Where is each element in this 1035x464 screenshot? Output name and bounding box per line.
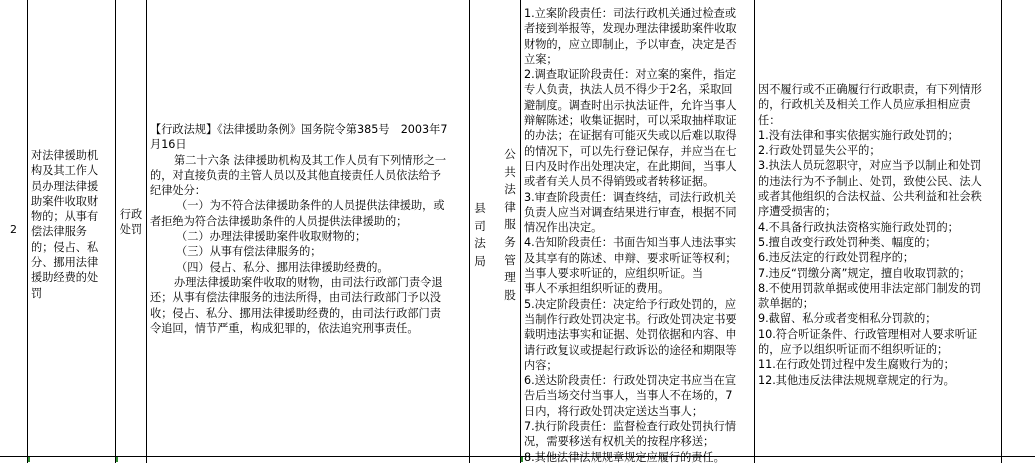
duty-line: 请行政复议或提起行政诉讼的途径和期限等 <box>524 343 737 357</box>
basis-tail-line: 收；侵占、私分、挪用法律援助经费的，由司法行政部门责 <box>150 306 441 320</box>
basis-tail-line: 令追回，情节严重，构成犯罪的，依法追究刑事责任。 <box>150 321 419 335</box>
department-group <box>470 147 520 304</box>
accountability-line: 2.行政处罚显失公平的； <box>758 144 881 158</box>
duty-cell[interactable] <box>521 0 755 463</box>
basis-article-line: 第二十六条 法律援助机构及其工作人员有下列情形之一 <box>174 153 447 167</box>
accountability-line: 12.其他违反法律法规规章规定的行为。 <box>758 373 955 387</box>
accountability-line: 款单据的； <box>758 297 814 311</box>
duty-line: 的办法；在证据有可能灭失或以后难以取得 <box>524 129 737 143</box>
duty-line: 当制作行政处罚决定书。行政处罚决定书要 <box>524 312 737 326</box>
department-cell[interactable] <box>470 0 521 463</box>
office-char: 律 <box>504 199 516 214</box>
accountability-line: 9.截留、私分或者变相私分罚款的； <box>758 312 937 326</box>
duty-line: 3.审查阶段责任：调查终结，司法行政机关 <box>524 190 737 204</box>
office-char: 理 <box>504 270 516 285</box>
duty-line: 当事人要求听证的，应组织听证。当 <box>524 267 704 281</box>
accountability-line: 5.擅自改变行政处罚种类、幅度的； <box>758 235 937 249</box>
office-char: 股 <box>504 287 516 302</box>
duty-line: 5.决定阶段责任：决定给予行政处罚的，应 <box>524 297 737 311</box>
office-char: 服 <box>504 217 516 232</box>
accountability-line: 11.在行政处罚过程中发生腐败行为的； <box>758 358 955 372</box>
accountability-line: 4.不具备行政执法资格实施行政处罚的； <box>758 220 959 234</box>
duty-line: 2.调查取证阶段责任：对立案的案件，指定 <box>524 68 737 82</box>
basis-tail-line: 还；从事有偿法律服务的违法所得，由司法行政部门予以没 <box>150 291 441 305</box>
duty-text <box>521 6 754 463</box>
duty-line: 内容； <box>524 358 558 372</box>
accountability-cell[interactable] <box>755 0 1002 463</box>
cell-marker <box>116 457 118 462</box>
duty-line: 日内及时作出处理决定，在此期间，当事人 <box>524 159 737 173</box>
item-name-line: 对法律援助机 <box>31 149 99 162</box>
duty-line: 或者有关人员不得销毁或者转移证据。 <box>524 175 715 189</box>
item-name-line: 援助经费的处 <box>31 271 99 285</box>
office-char: 公 <box>504 147 516 161</box>
basis-item-line: （二）办理法律援助案件收取财物的； <box>176 230 367 244</box>
basis-item-line: （一）为不符合法律援助条件的人员提供法律援助，或 <box>176 199 445 213</box>
item-name-line: 罚 <box>31 286 43 300</box>
index-cell[interactable] <box>0 0 28 463</box>
duty-line: 况，需要移送有权机关的按程序移送； <box>524 435 715 449</box>
department-char: 局 <box>474 253 486 268</box>
accountability-line: 3.执法人员玩忽职守，对应当予以制止和处罚 <box>758 159 982 173</box>
item-name-line: 物的；从事有 <box>31 210 99 224</box>
duty-line: 专人负责，执法人员不得少于2名，采取回 <box>524 83 733 97</box>
legal-basis-cell[interactable] <box>147 0 470 463</box>
office-name <box>503 146 517 304</box>
duty-line: 6.送达阶段责任：行政处罚决定书应当在宣 <box>524 374 737 388</box>
power-category <box>116 207 146 238</box>
cell-marker <box>28 457 30 462</box>
office-char: 共 <box>504 164 516 179</box>
power-category-line: 行政 <box>119 208 143 221</box>
item-name-cell[interactable] <box>28 0 116 463</box>
cell-marker <box>521 457 523 462</box>
duty-line: 及其享有的陈述、申辩、要求听证等权利； <box>524 251 737 265</box>
accountability-line: 1.没有法律和事实依据实施行政处罚的； <box>758 128 959 142</box>
item-name-line: 偿法律服务 <box>31 225 87 239</box>
accountability-line: 的，应予以组织听证而不组织听证的； <box>758 343 949 357</box>
department-char: 司 <box>474 218 486 233</box>
accountability-line: 8.不使用罚款单据或使用非法定部门制发的罚 <box>758 281 982 295</box>
duty-line: 的情况下，可以先行登记保存，并应当在七 <box>524 144 737 158</box>
duty-line: 1.立案阶段责任：司法行政机关通过检查或 <box>524 7 737 20</box>
item-name-line: 构及其工作人 <box>31 164 99 178</box>
basis-title-line: 【行政法规】《法律援助条例》国务院令第385号 2003年7 <box>150 123 448 136</box>
power-category-line: 处罚 <box>119 223 143 237</box>
basis-item-line: （四）侵占、私分、挪用法律援助经费的。 <box>176 260 389 274</box>
item-name-line: 的；侵占、私 <box>31 240 99 254</box>
department-char: 法 <box>474 236 486 251</box>
duty-line: 财物的，应立即制止，予以审查，决定是否 <box>524 37 737 51</box>
accountability-line: 因不履行或不正确履行行政职责，有下列情形 <box>758 83 982 96</box>
duty-line: 7.执行阶段责任：监督检查行政处罚执行情 <box>524 420 737 434</box>
legal-basis <box>147 122 469 336</box>
remarks-cell[interactable] <box>1002 0 1035 463</box>
power-category-cell[interactable] <box>116 0 147 463</box>
duty-line: 日内，将行政处罚决定送达当事人； <box>524 404 704 418</box>
duty-line: 载明违法事实和证据、处罚依据和内容、申 <box>524 328 737 342</box>
item-name <box>28 148 115 301</box>
accountability-line: 的，行政机关及相关工作人员应承担相应责 <box>758 98 971 112</box>
basis-article-line: 纪律处分： <box>150 184 206 198</box>
basis-item-line: （三）从事有偿法律服务的； <box>176 245 322 259</box>
office-char: 务 <box>504 234 516 249</box>
basis-article-line: 的，对直接负责的主管人员以及其他直接责任人员依法给予 <box>150 168 441 182</box>
department-char: 县 <box>474 201 486 215</box>
item-name-line: 助案件收取财 <box>31 194 99 208</box>
duty-line: 告后当场交付当事人，当事人不在场的，7 <box>524 389 733 403</box>
office-char: 管 <box>504 252 516 267</box>
item-name-line: 分、挪用法律 <box>31 256 99 270</box>
item-name-line: 员办理法律援 <box>31 179 99 193</box>
accountability-line: 的违法行为不予制止、处罚，致使公民、法人 <box>758 174 982 188</box>
duty-line: 辩解陈述；收集证据时，可以采取抽样取证 <box>524 114 737 128</box>
duty-line: 8.其他法律法规规章规定应履行的责任。 <box>524 450 725 463</box>
duty-line: 避制度。调查时出示执法证件，允许当事人 <box>524 98 737 112</box>
department-name <box>473 200 487 304</box>
duty-line: 负责人应当对调查结果进行审查，根据不同 <box>524 205 737 219</box>
accountability-line: 任： <box>758 113 781 127</box>
row-index: 2 <box>10 223 17 236</box>
accountability-line: 或者其他组织的合法权益、公共利益和社会秩 <box>758 190 982 204</box>
office-char: 法 <box>504 182 516 197</box>
basis-item-line: 者拒绝为符合法律援助条件的人员提供法律援助的； <box>150 214 408 228</box>
accountability-line: 6.违反法定的行政处罚程序的； <box>758 251 915 265</box>
accountability-line: 序遭受损害的； <box>758 205 837 219</box>
basis-tail-line: 办理法律援助案件收取的财物，由司法行政部门责令退 <box>174 275 443 289</box>
duty-line: 4.告知阶段责任：书面告知当事人违法事实 <box>524 236 737 250</box>
accountability-line: 10.符合听证条件、行政管理相对人要求听证 <box>758 327 978 341</box>
duty-line: 立案； <box>524 52 558 66</box>
accountability-text <box>755 82 1001 388</box>
duty-line: 事人不承担组织听证的费用。 <box>524 282 670 296</box>
duty-line: 者接到举报等，发现办理法律援助案件收取 <box>524 22 737 36</box>
accountability-line: 7.违反“罚缴分离”规定，擅自收取罚款的； <box>758 266 971 280</box>
basis-title-line: 月16日 <box>150 138 187 152</box>
duty-line: 情况作出决定。 <box>524 221 603 235</box>
